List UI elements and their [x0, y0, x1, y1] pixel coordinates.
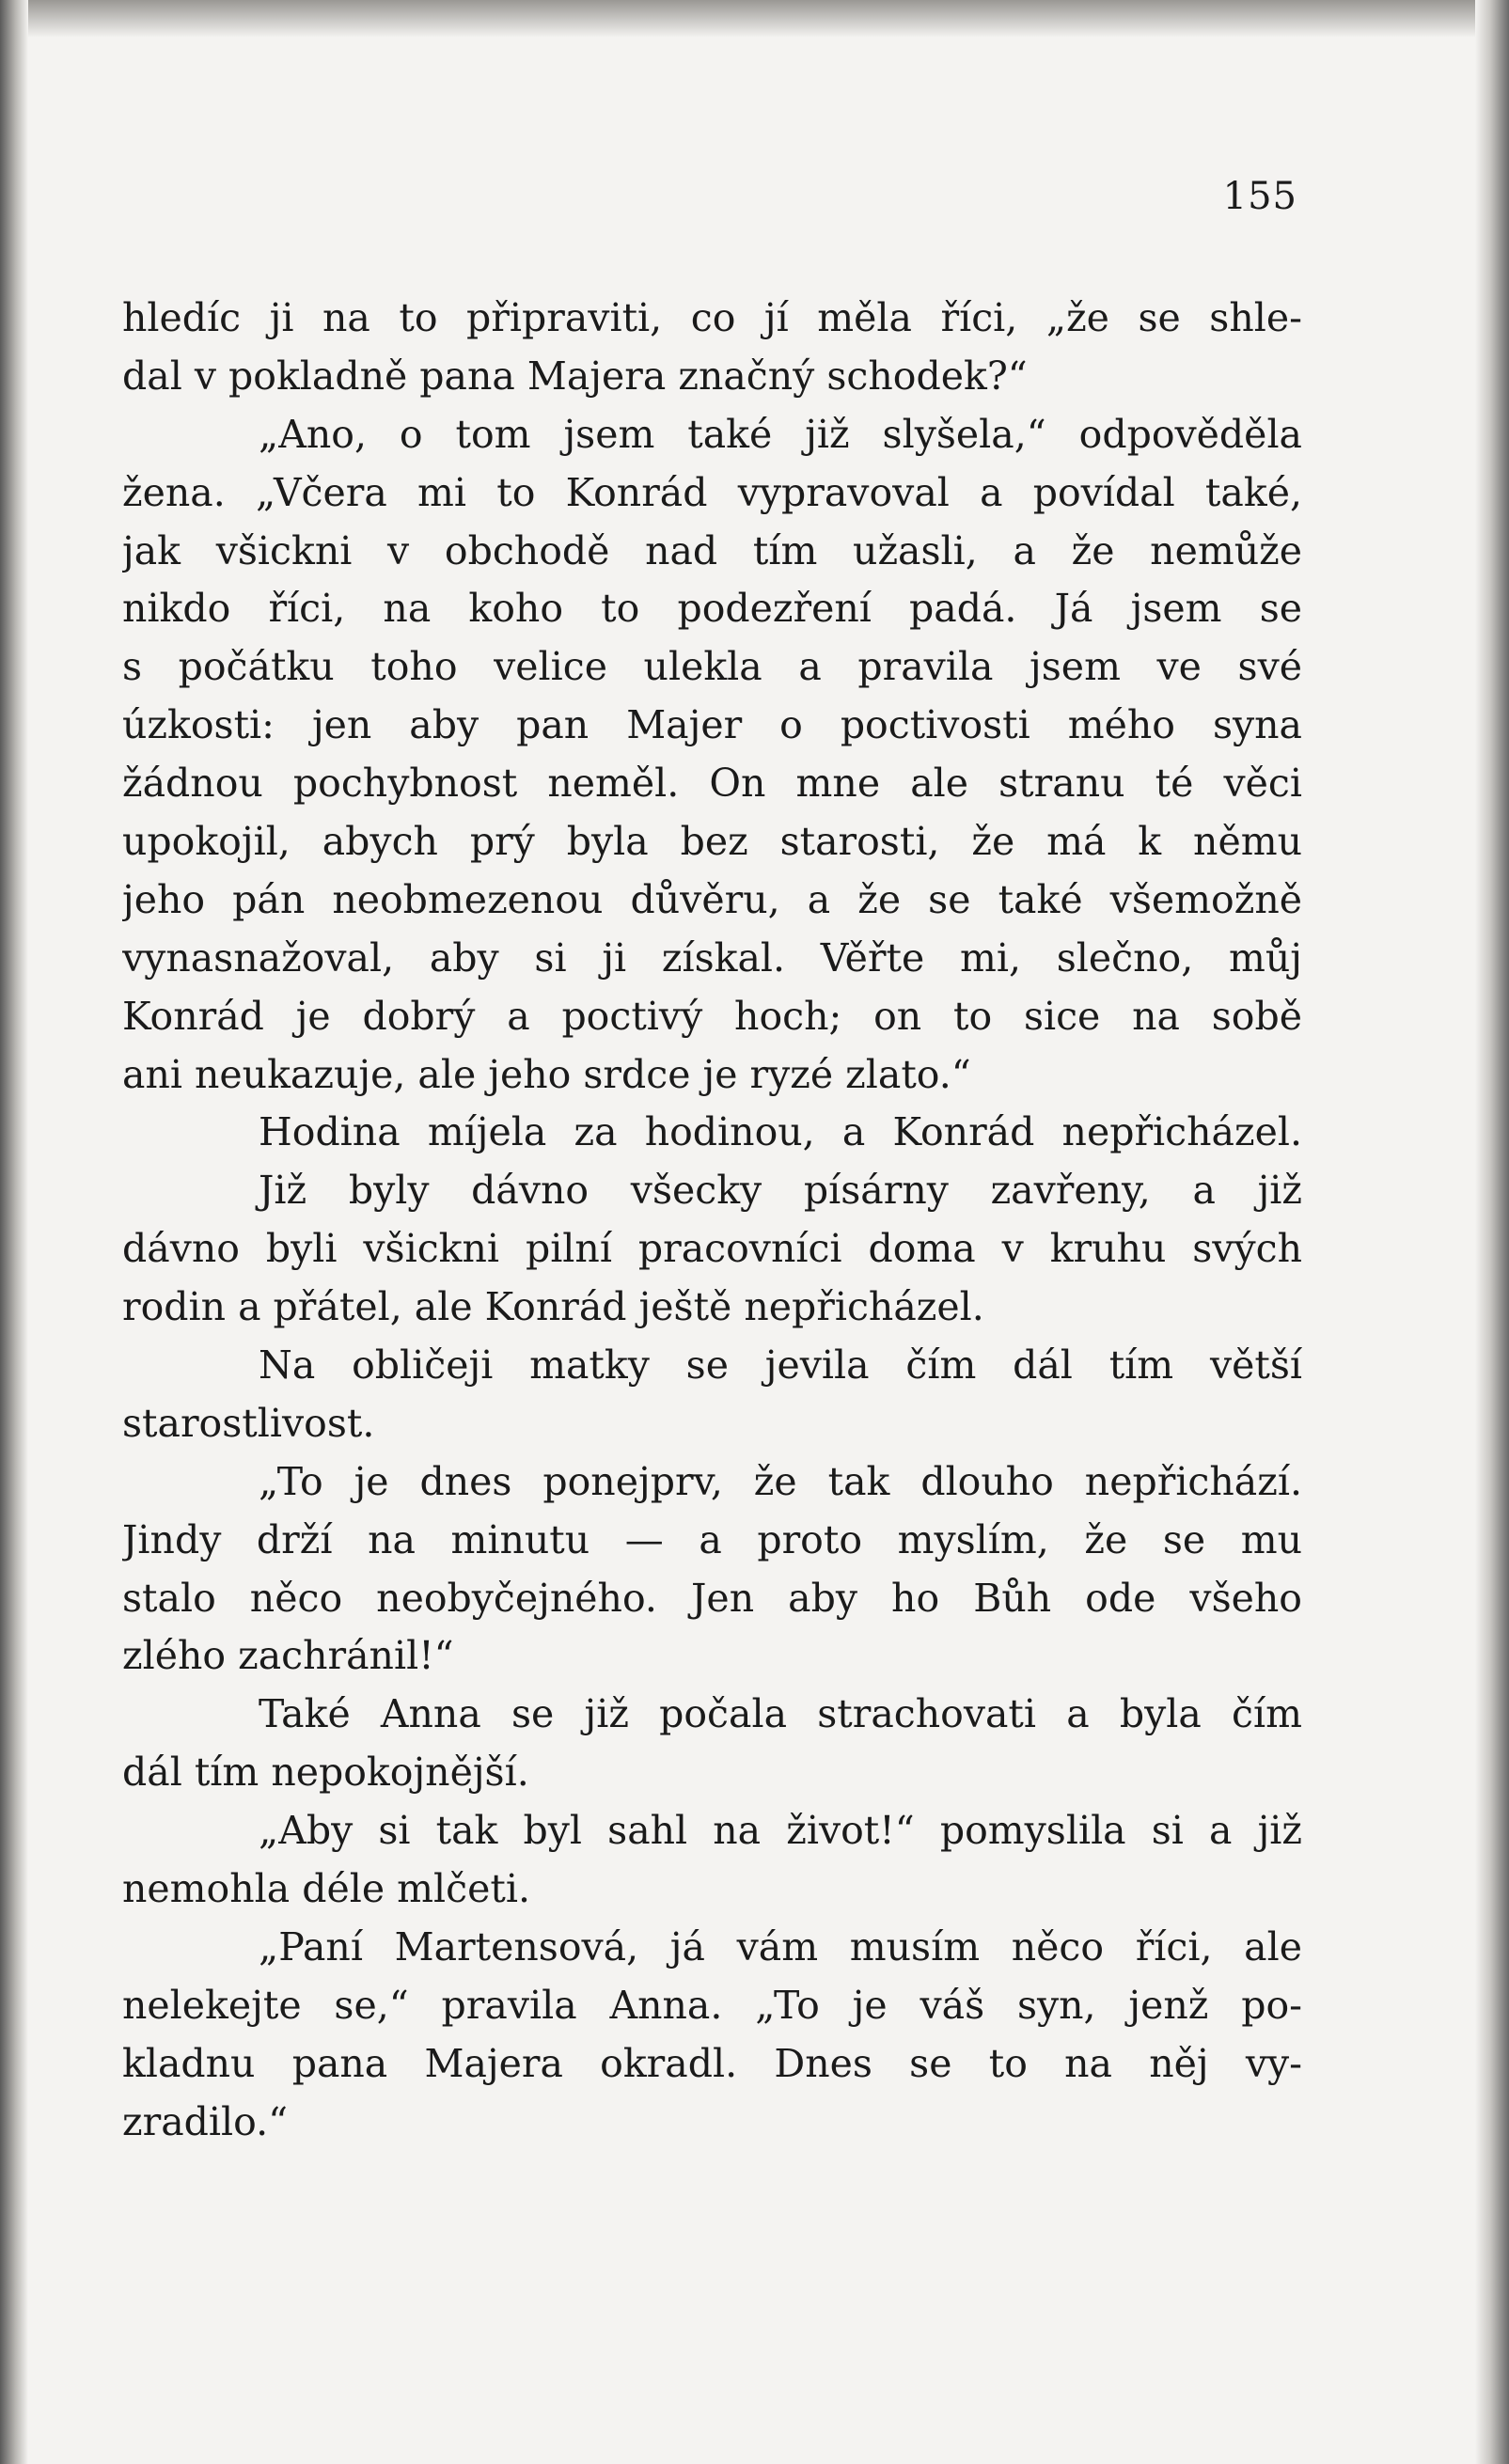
text-line: nelekejte se,“ pravila Anna. „To je váš syn, jenž po-	[122, 1982, 1302, 2028]
text-line: jeho pán neobmezenou důvěru, a že se také všemožně	[122, 876, 1302, 922]
body-text	[122, 290, 1302, 2152]
text-line: ani neukazuje, ale jeho srdce je ryzé zlato.“	[122, 1051, 971, 1097]
text-line: žena. „Včera mi to Konrád vypravoval a povídal také,	[122, 469, 1302, 515]
text-line: kladnu pana Majera okradl. Dnes se to na něj vy-	[122, 2040, 1302, 2086]
text-line: zradilo.“	[122, 2098, 289, 2144]
text-line: starostlivost.	[122, 1400, 375, 1446]
page-number: 155	[1222, 175, 1297, 218]
text-line: dávno byli všickni pilní pracovníci doma v kruhu svých	[122, 1226, 1302, 1272]
text-line: vynasnažoval, aby si ji získal. Věřte mi, slečno, můj	[122, 934, 1302, 981]
text-line: dal v pokladně pana Majera značný schodek?“	[122, 353, 1028, 399]
text-line: Konrád je dobrý a poctivý hoch; on to sice na sobě	[122, 993, 1302, 1039]
text-line: zlého zachránil!“	[122, 1633, 454, 1679]
text-line: s počátku toho velice ulekla a pravila jsem ve své	[122, 644, 1302, 690]
text-line: jak všickni v obchodě nad tím užasli, a že nemůže	[122, 527, 1302, 573]
text-line: Také Anna se již počala strachovati a byla čím	[259, 1691, 1302, 1737]
text-line: Hodina míjela za hodinou, a Konrád nepřicházel.	[259, 1109, 1302, 1155]
page-left-edge	[0, 0, 28, 2464]
text-line: rodin a přátel, ale Konrád ještě nepřicházel.	[122, 1284, 984, 1330]
text-line: nikdo říci, na koho to podezření padá. Já jsem se	[122, 586, 1302, 632]
text-line: Na obličeji matky se jevila čím dál tím větší	[259, 1342, 1302, 1389]
text-line: úzkosti: jen aby pan Majer o poctivosti mého syna	[122, 702, 1302, 748]
text-line: „Paní Martensová, já vám musím něco říci, ale	[259, 1923, 1302, 1970]
text-line: „To je dnes ponejprv, že tak dlouho nepřichází.	[259, 1458, 1302, 1504]
page-right-edge	[1475, 0, 1509, 2464]
text-line: „Ano, o tom jsem také již slyšela,“ odpověděla	[259, 411, 1302, 457]
text-line: stalo něco neobyčejného. Jen aby ho Bůh ode všeho	[122, 1575, 1302, 1621]
text-line: nemohla déle mlčeti.	[122, 1866, 530, 1912]
text-line: Již byly dávno všecky písárny zavřeny, a již	[259, 1168, 1302, 1214]
text-line: hledíc ji na to připraviti, co jí měla říci, „že se shle-	[122, 295, 1302, 340]
page-top-shadow	[0, 0, 1509, 38]
text-line: dál tím nepokojnější.	[122, 1750, 529, 1796]
text-line: „Aby si tak byl sahl na život!“ pomyslila si a již	[259, 1808, 1302, 1854]
text-line: žádnou pochybnost neměl. On mne ale stranu té věci	[122, 761, 1302, 807]
text-line: Jindy drží na minutu — a proto myslím, že se mu	[122, 1516, 1302, 1562]
text-line: upokojil, abych prý byla bez starosti, že má k němu	[122, 819, 1302, 865]
